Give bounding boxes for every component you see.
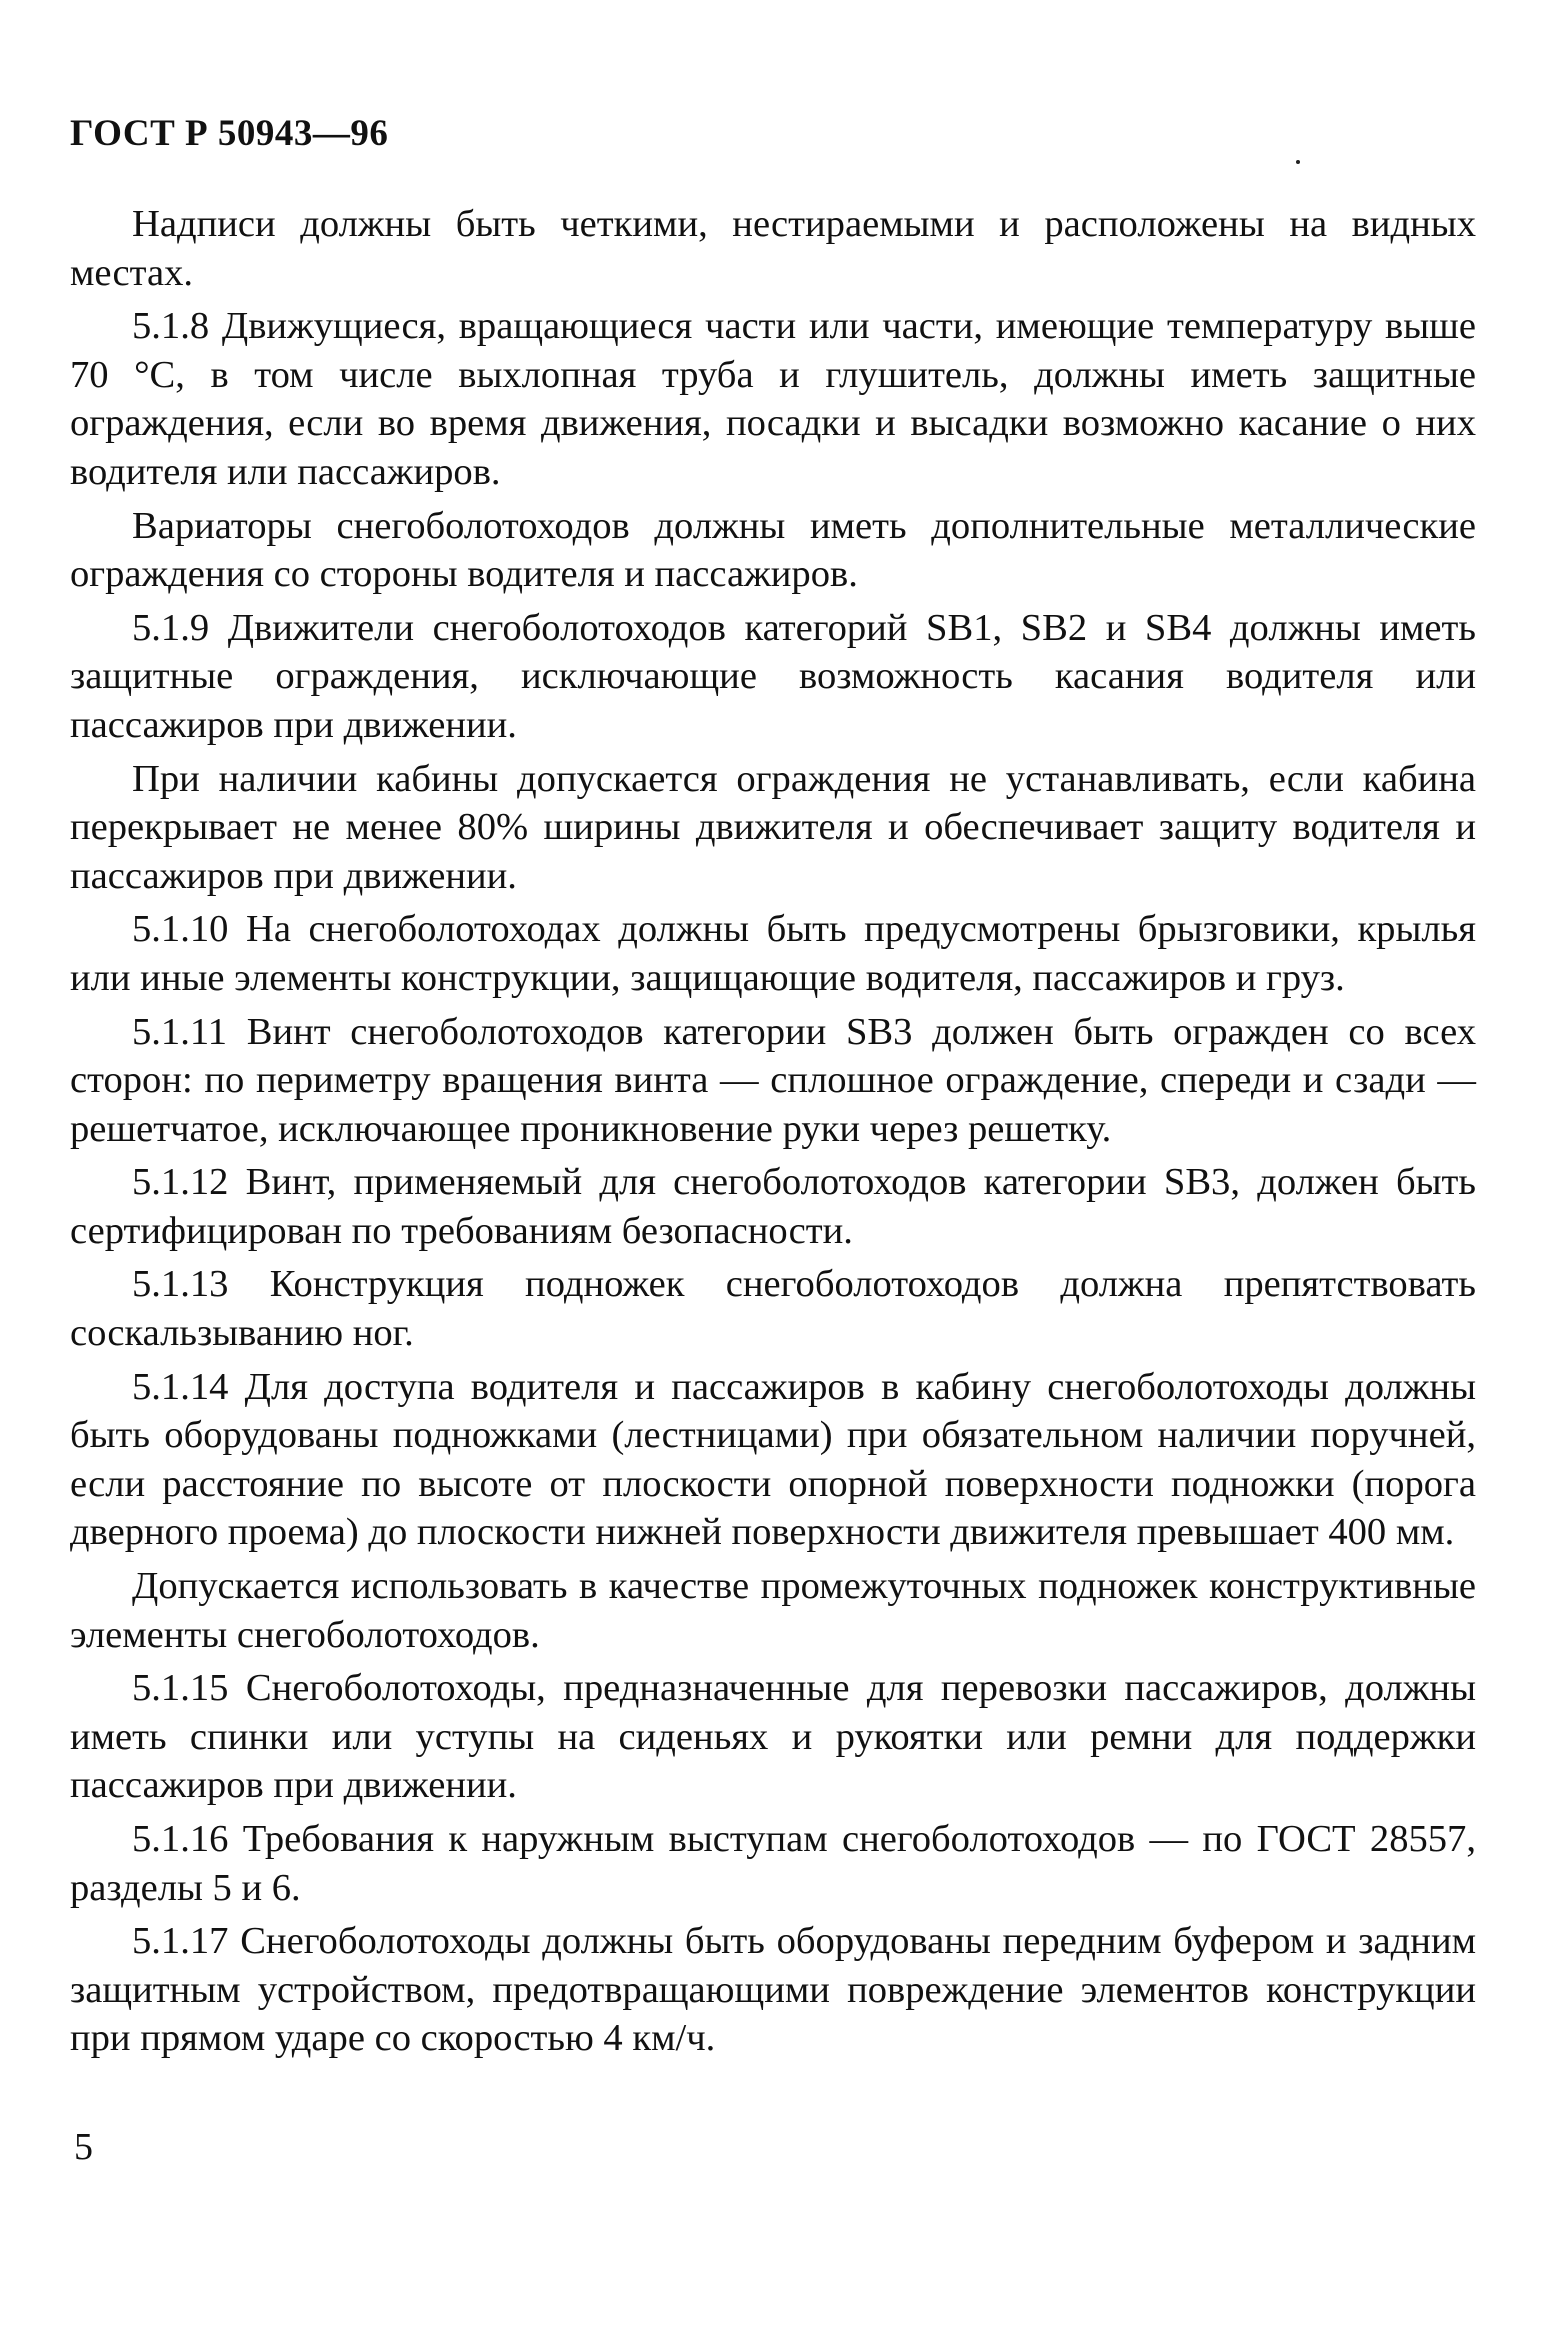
paragraph: 5.1.12 Винт, применяемый для снегоболотоходов категории SB3, должен быть сертифицирован по требованиям безопасности. xyxy=(70,1161,1476,1252)
paragraph: Допускается использовать в качестве промежуточных подножек конструктивные элементы снегоболотоходов. xyxy=(70,1565,1476,1656)
paragraph: При наличии кабины допускается ограждения не устанавливать, если кабина перекрывает не менее 80% ширины движителя и обеспечивает защиту водителя и пассажиров при движении. xyxy=(70,757,1476,897)
paragraph: Вариаторы снегоболотоходов должны иметь дополнительные металлические ограждения со стороны водителя и пассажиров. xyxy=(70,504,1476,596)
paragraph: 5.1.15 Снегоболотоходы, предназначенные для перевозки пассажиров, должны иметь спинки или уступы на сиденьях и рукоятки или ремни для поддержки пассажиров при движении. xyxy=(70,1667,1476,1807)
paragraph: Надписи должны быть четкими, нестираемыми и расположены на видных местах. xyxy=(70,203,1476,294)
document-body xyxy=(70,200,1476,2063)
paragraph: 5.1.8 Движущиеся, вращающиеся части или части, имеющие температуру выше 70 °С, в том числе выхлопная труба и глушитель, должны иметь защитные ограждения, если во время движения, посадки и высадки возможно касание о них водителя или пассажиров. xyxy=(70,305,1476,493)
paragraph: 5.1.9 Движители снегоболотоходов категорий SB1, SB2 и SB4 должны иметь защитные ограждения, исключающие возможность касания водителя или пассажиров при движении. xyxy=(70,606,1476,746)
paragraph: 5.1.10 На снегоболотоходах должны быть предусмотрены брызговики, крылья или иные элементы конструкции, защищающие водителя, пассажиров и груз. xyxy=(70,908,1476,999)
paragraph: 5.1.14 Для доступа водителя и пассажиров в кабину снегоболотоходы должны быть оборудованы подножками (лестницами) при обязательном наличии поручней, если расстояние по высоте от плоскости опорной поверхности подножки (порога дверного проема) до плоскости нижней поверхности движителя превышает 400 мм. xyxy=(70,1365,1476,1554)
paragraph: 5.1.11 Винт снегоболотоходов категории SB3 должен быть огражден со всех сторон: по периметру вращения винта — сплошное ограждение, спереди и сзади — решетчатое, исключающее проникновение руки через решетку. xyxy=(70,1010,1476,1150)
scan-speck xyxy=(1296,160,1300,164)
paragraph: 5.1.16 Требования к наружным выступам снегоболотоходов — по ГОСТ 28557, разделы 5 и 6. xyxy=(70,1818,1476,1909)
document-header: ГОСТ Р 50943—96 xyxy=(70,113,389,154)
paragraph: 5.1.13 Конструкция подножек снегоболотоходов должна препятствовать соскальзыванию ног. xyxy=(70,1263,1476,1355)
page-number: 5 xyxy=(74,2126,93,2168)
paragraph: 5.1.17 Снегоболотоходы должны быть оборудованы передним буфером и задним защитным устройством, предотвращающими повреждение элементов конструкции при прямом ударе со скоростью 4 км/ч. xyxy=(70,1920,1476,2060)
